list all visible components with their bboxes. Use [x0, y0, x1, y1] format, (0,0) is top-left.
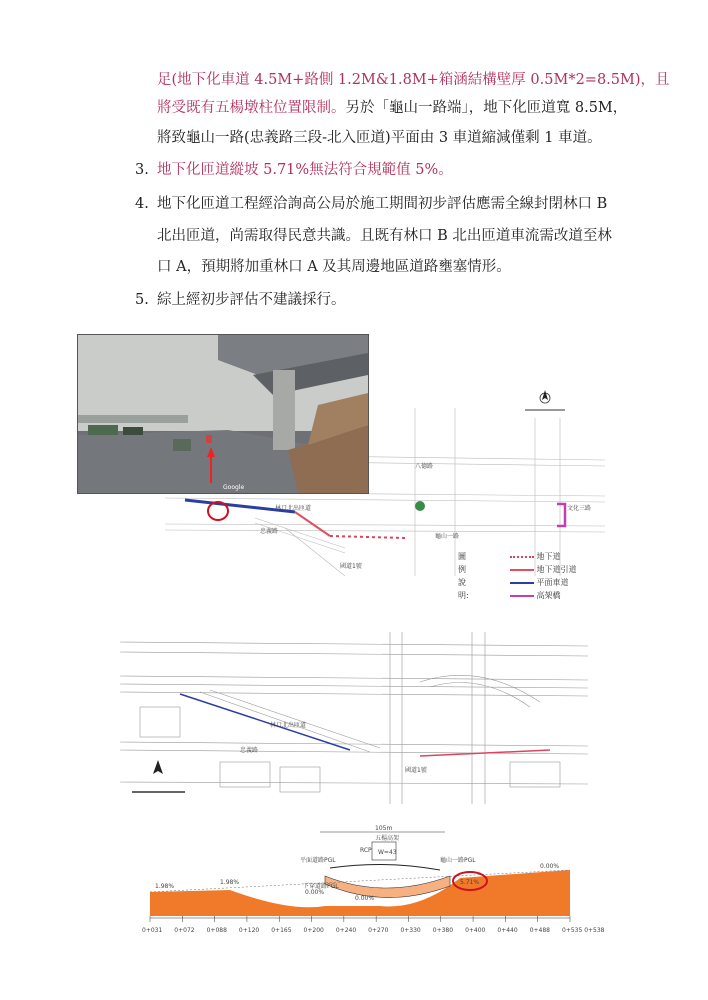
road-label-zhongyi: 忠義路 [260, 528, 279, 535]
item-4-line-3: 口 A，預期將加重林口 A 及其周邊地區道路壅塞情形。 [157, 259, 511, 275]
paragraph-line-1: 足(地下化車道 4.5M+路側 1.2M&1.8M+箱涵結構壁厚 0.5M*2=8.5M)，且 [157, 72, 670, 88]
item-4-line-2: 北出匝道，尚需取得民意共識。且既有林口 B 北出匝道車流需改道至林 [157, 228, 612, 244]
map2-label-ramp: 林口北出匝道 [270, 722, 307, 729]
paragraph-line-2-rest: 另於「龜山一路端」，地下化匝道寬 8.5M， [345, 100, 628, 116]
rcp-label: RCP [360, 847, 372, 854]
road-label-freeway: 國道1號 [340, 563, 362, 570]
detailed-plan-map [120, 632, 588, 804]
road-label-guishan: 龜山一路 [435, 533, 460, 540]
item-5-number: 5. [135, 292, 149, 308]
station-label: 0+270 [368, 927, 389, 934]
grade-label-5: 0.00% [540, 863, 560, 870]
item-3-text: 地下化匝道縱坡 5.71%無法符合規範值 5%。 [157, 162, 453, 178]
station-label: 0+088 [206, 927, 227, 934]
legend-title: 圖例說明: [458, 552, 469, 600]
station-label: 0+120 [238, 927, 260, 934]
station-label: 0+440 [497, 927, 518, 934]
dim-105m: 105m [375, 825, 393, 832]
w43-label: W=43 [378, 849, 397, 856]
station-label: 0+330 [400, 927, 421, 934]
height-limit-note: 將受既有五楊墩柱位置限制。 [157, 100, 346, 116]
paragraph-line-2 [157, 98, 627, 118]
longitudinal-profile [120, 820, 605, 948]
road-label-ramp: 林口北出匝道 [275, 505, 312, 512]
item-4-number: 4. [135, 196, 149, 212]
landmark-icon [415, 501, 425, 511]
item-3-number: 3. [135, 162, 149, 178]
item-4-line-1: 地下化匝道工程經洽詢高公局於施工期間初步評估應需全線封閉林口 B [157, 196, 608, 212]
road-label-bade: 八德路 [415, 463, 434, 470]
grade-label-6: 0.00% [305, 889, 325, 896]
left-pgl-label: 平面道路PGL [300, 857, 336, 864]
station-label: 0+240 [335, 927, 357, 934]
station-label: 0+380 [432, 927, 454, 934]
station-label: 0+200 [303, 927, 324, 934]
legend-item-underpass: 地下道 [510, 550, 600, 563]
grade-label-4: 0.00% [355, 895, 375, 902]
grade-label-1: 1.98% [155, 883, 175, 890]
legend-item-approach: 地下道引道 [510, 563, 600, 576]
item-5-text: 綜上經初步評估不建議採行。 [157, 292, 346, 308]
right-pgl-label: 龜山一路PGL [440, 857, 476, 864]
paragraph-line-3: 將致龜山一路(忠義路三段-北入匝道)平面由 3 車道縮減僅剩 1 車道。 [157, 130, 602, 146]
street-view-photo [77, 334, 369, 494]
bridge-label: 五楊高架 [375, 835, 400, 842]
legend-item-surface: 平面車道 [510, 576, 600, 589]
grade-label-2: 1.98% [220, 879, 240, 886]
under-pgl-label: 下穿道路PGL [303, 883, 339, 890]
station-label: 0+400 [465, 927, 486, 934]
station-label: 0+072 [174, 927, 195, 934]
station-label: 0+535 0+538 [562, 927, 605, 934]
grade-label-571: 5.71% [460, 879, 480, 886]
station-label: 0+165 [271, 927, 292, 934]
road-label-wenhua: 文化三路 [567, 505, 592, 512]
station-label: 0+488 [529, 927, 550, 934]
map2-label-freeway: 國道1號 [405, 767, 427, 774]
google-watermark: Google [223, 484, 245, 491]
station-label: 0+031 [142, 927, 163, 934]
legend-item-viaduct: 高架橋 [510, 589, 600, 602]
map2-label-zhongyi: 忠義路 [240, 747, 259, 754]
